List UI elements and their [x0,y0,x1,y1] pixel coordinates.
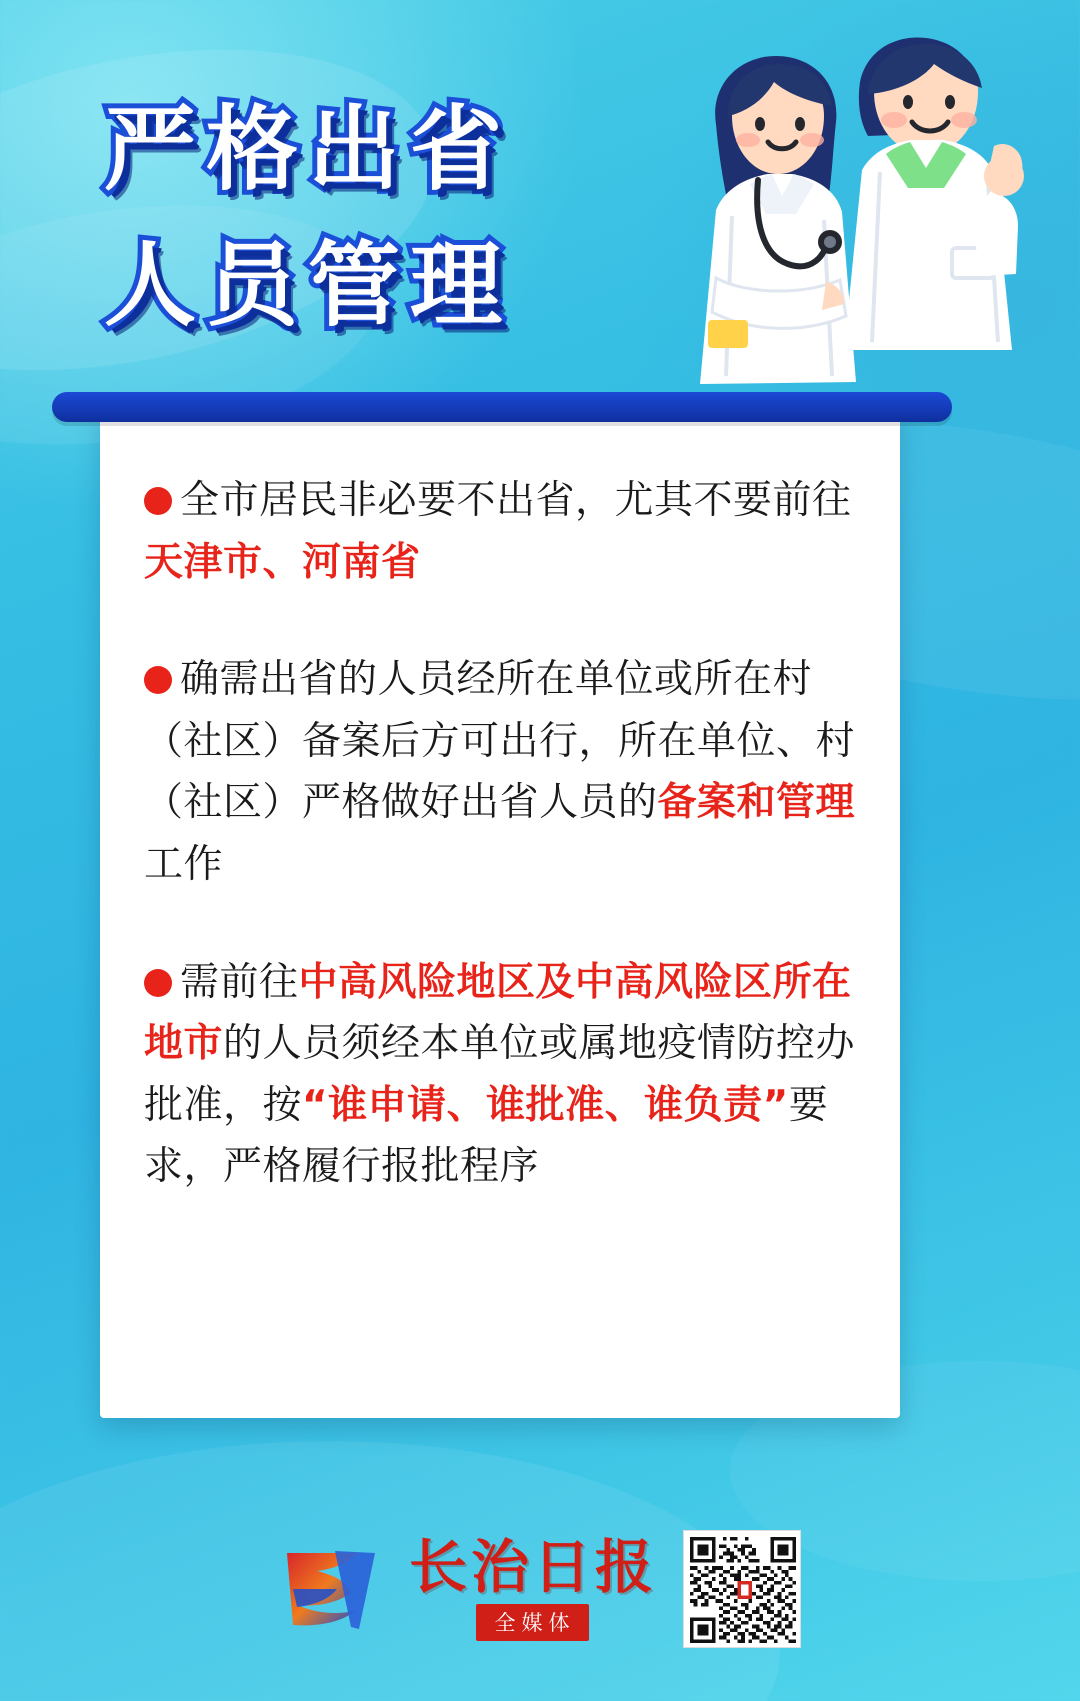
two-doctors-illustration [612,20,1032,440]
brand-name: 长治日报 [408,1533,657,1602]
notice-card [100,408,900,1418]
item-3-seg-1: 需前往 [180,959,299,1005]
title-line-2: 人员管理 [104,232,513,340]
changzhi-daily-logo [279,1543,383,1635]
list-item [144,952,856,1198]
title-line-1: 严格出省 [104,96,513,203]
item-1-seg-1: 全市居民非必要不出省，尤其不要前往 [180,478,852,523]
bullet-icon [144,666,172,694]
item-1-seg-2: 天津市、河南省 [144,539,421,585]
brand-subtitle: 全媒体 [476,1604,589,1641]
card-top-bar [52,392,952,422]
poster-title [104,82,512,354]
item-3-seg-5: 要求，严格履行报批程序 [144,1082,829,1190]
qr-code[interactable] [683,1530,801,1648]
bullet-icon [144,969,172,997]
footer [0,1529,1080,1649]
list-item [144,649,856,895]
item-3-seg-2: 中高风险地区及中高风险区所在地市 [144,959,852,1067]
item-3-seg-4: “谁申请、谁批准、谁负责” [302,1082,789,1128]
list-item [144,470,856,593]
item-3-seg-3: 的人员须经本单位或属地疫情防控办批准，按 [144,1021,856,1128]
item-2-seg-1: 确需出省的人员经所在单位或所在村（社区）备案后方可出行，所在单位、村（社区）严格做好出省人员的 [144,657,856,826]
brand-block [408,1533,657,1641]
item-2-seg-2: 备案和管理 [657,780,856,826]
item-2-seg-3: 工作 [144,842,224,888]
bullet-icon [144,487,172,515]
